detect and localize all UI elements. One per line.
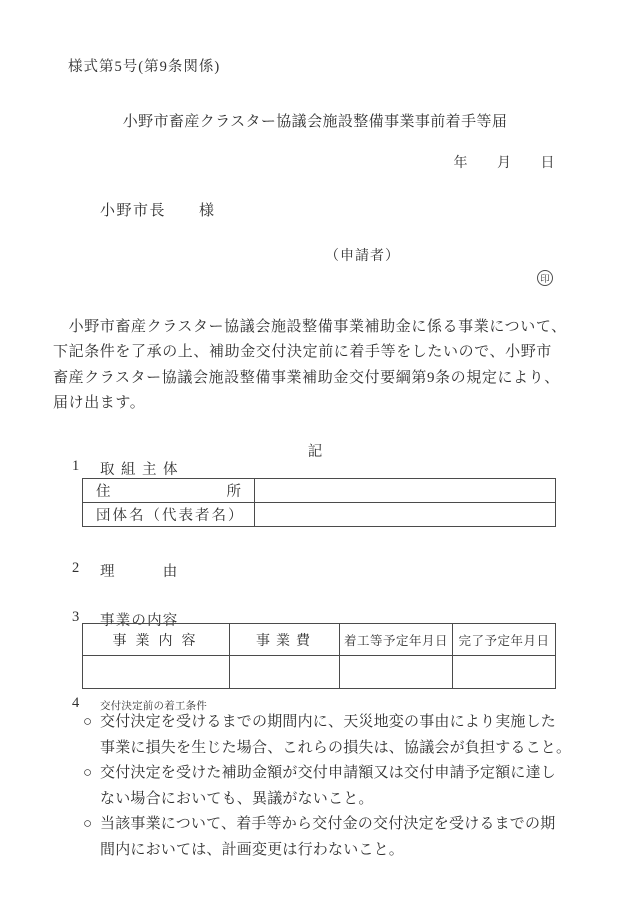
header-cell-project-content: 事業内容 xyxy=(112,633,205,649)
org-name-label-cell xyxy=(83,503,255,526)
header-cell-finish-date: 完了予定年月日 xyxy=(452,624,555,655)
header-cell-project-cost: 事業費 xyxy=(229,624,339,655)
value-cell xyxy=(229,656,339,688)
section-number: 2 xyxy=(72,560,80,576)
paragraph-line: 届け出ます。 xyxy=(53,395,146,412)
condition-line: ない場合においても、異議がないこと。 xyxy=(100,790,374,807)
value-cell xyxy=(452,656,555,688)
section-number: 3 xyxy=(72,609,80,625)
paragraph-line: 下記条件を了承の上、補助金交付決定前に着手等をしたいので、小野市 xyxy=(53,344,552,361)
paragraph-line: 小野市畜産クラスター協議会施設整備事業補助金に係る事業について、 xyxy=(53,319,567,335)
address-label-cell xyxy=(83,479,255,502)
org-name-value-cell xyxy=(255,503,555,526)
table-row xyxy=(83,479,555,502)
circle-bullet-icon: ○ xyxy=(83,714,93,730)
section-number: 4 xyxy=(72,695,80,711)
condition-line: 間内においては、計画変更は行わないこと。 xyxy=(100,841,405,858)
address-value-cell xyxy=(255,479,555,502)
paragraph-line: 畜産クラスター協議会施設整備事業補助金交付要綱第9条の規定により、 xyxy=(53,369,560,386)
label-text: 団体名（代表者名） xyxy=(96,508,245,524)
section-title: 事業の内容 xyxy=(100,613,179,629)
document-title: 小野市畜産クラスター協議会施設整備事業事前着手等届 xyxy=(122,114,508,130)
addressee: 小野市長 様 xyxy=(100,203,216,219)
condition-item xyxy=(83,761,571,812)
condition-line xyxy=(83,710,571,736)
section-title: 交付決定前の着工条件 xyxy=(100,701,207,712)
condition-line xyxy=(83,761,571,787)
applicant-info-table xyxy=(82,478,556,527)
condition-line xyxy=(83,812,571,838)
circle-bullet-icon: ○ xyxy=(83,765,93,781)
section-number: 1 xyxy=(72,458,80,474)
table-header-row xyxy=(83,624,555,656)
condition-text: 当該事業について、着手等から交付金の交付決定を受けるまでの期 xyxy=(100,816,556,832)
value-cell xyxy=(339,656,452,688)
condition-line: 事業に損失を生じた場合、これらの損失は、協議会が負担すること。 xyxy=(100,739,572,756)
seal-stamp-icon: 印 xyxy=(537,270,553,286)
section-2-heading xyxy=(72,560,179,581)
body-paragraph xyxy=(53,315,567,417)
project-detail-table xyxy=(82,623,556,689)
condition-text: 交付決定を受けた補助金額が交付申請額又は交付申請予定額に達し xyxy=(100,765,557,781)
value-cell xyxy=(83,656,229,688)
circle-bullet-icon: ○ xyxy=(83,816,93,832)
label-text: 住 xyxy=(96,484,111,500)
header-cell-start-date: 着工等予定年月日 xyxy=(339,624,452,655)
section-title: 理 由 xyxy=(100,564,179,580)
date-line: 年 月 日 xyxy=(453,156,555,171)
label-text: 所 xyxy=(226,484,241,500)
condition-text: 交付決定を受けるまでの期間内に、天災地変の事由により実施した xyxy=(100,714,557,730)
record-mark: 記 xyxy=(307,444,323,460)
form-number: 様式第5号(第9条関係) xyxy=(68,59,221,75)
condition-item xyxy=(83,812,571,863)
conditions-list xyxy=(83,710,571,863)
table-body-row xyxy=(83,656,555,688)
section-1-heading xyxy=(72,458,184,479)
table-row xyxy=(83,502,555,526)
condition-item xyxy=(83,710,571,761)
applicant-label: （申請者） xyxy=(325,249,400,264)
section-title: 取組主体 xyxy=(100,462,184,478)
